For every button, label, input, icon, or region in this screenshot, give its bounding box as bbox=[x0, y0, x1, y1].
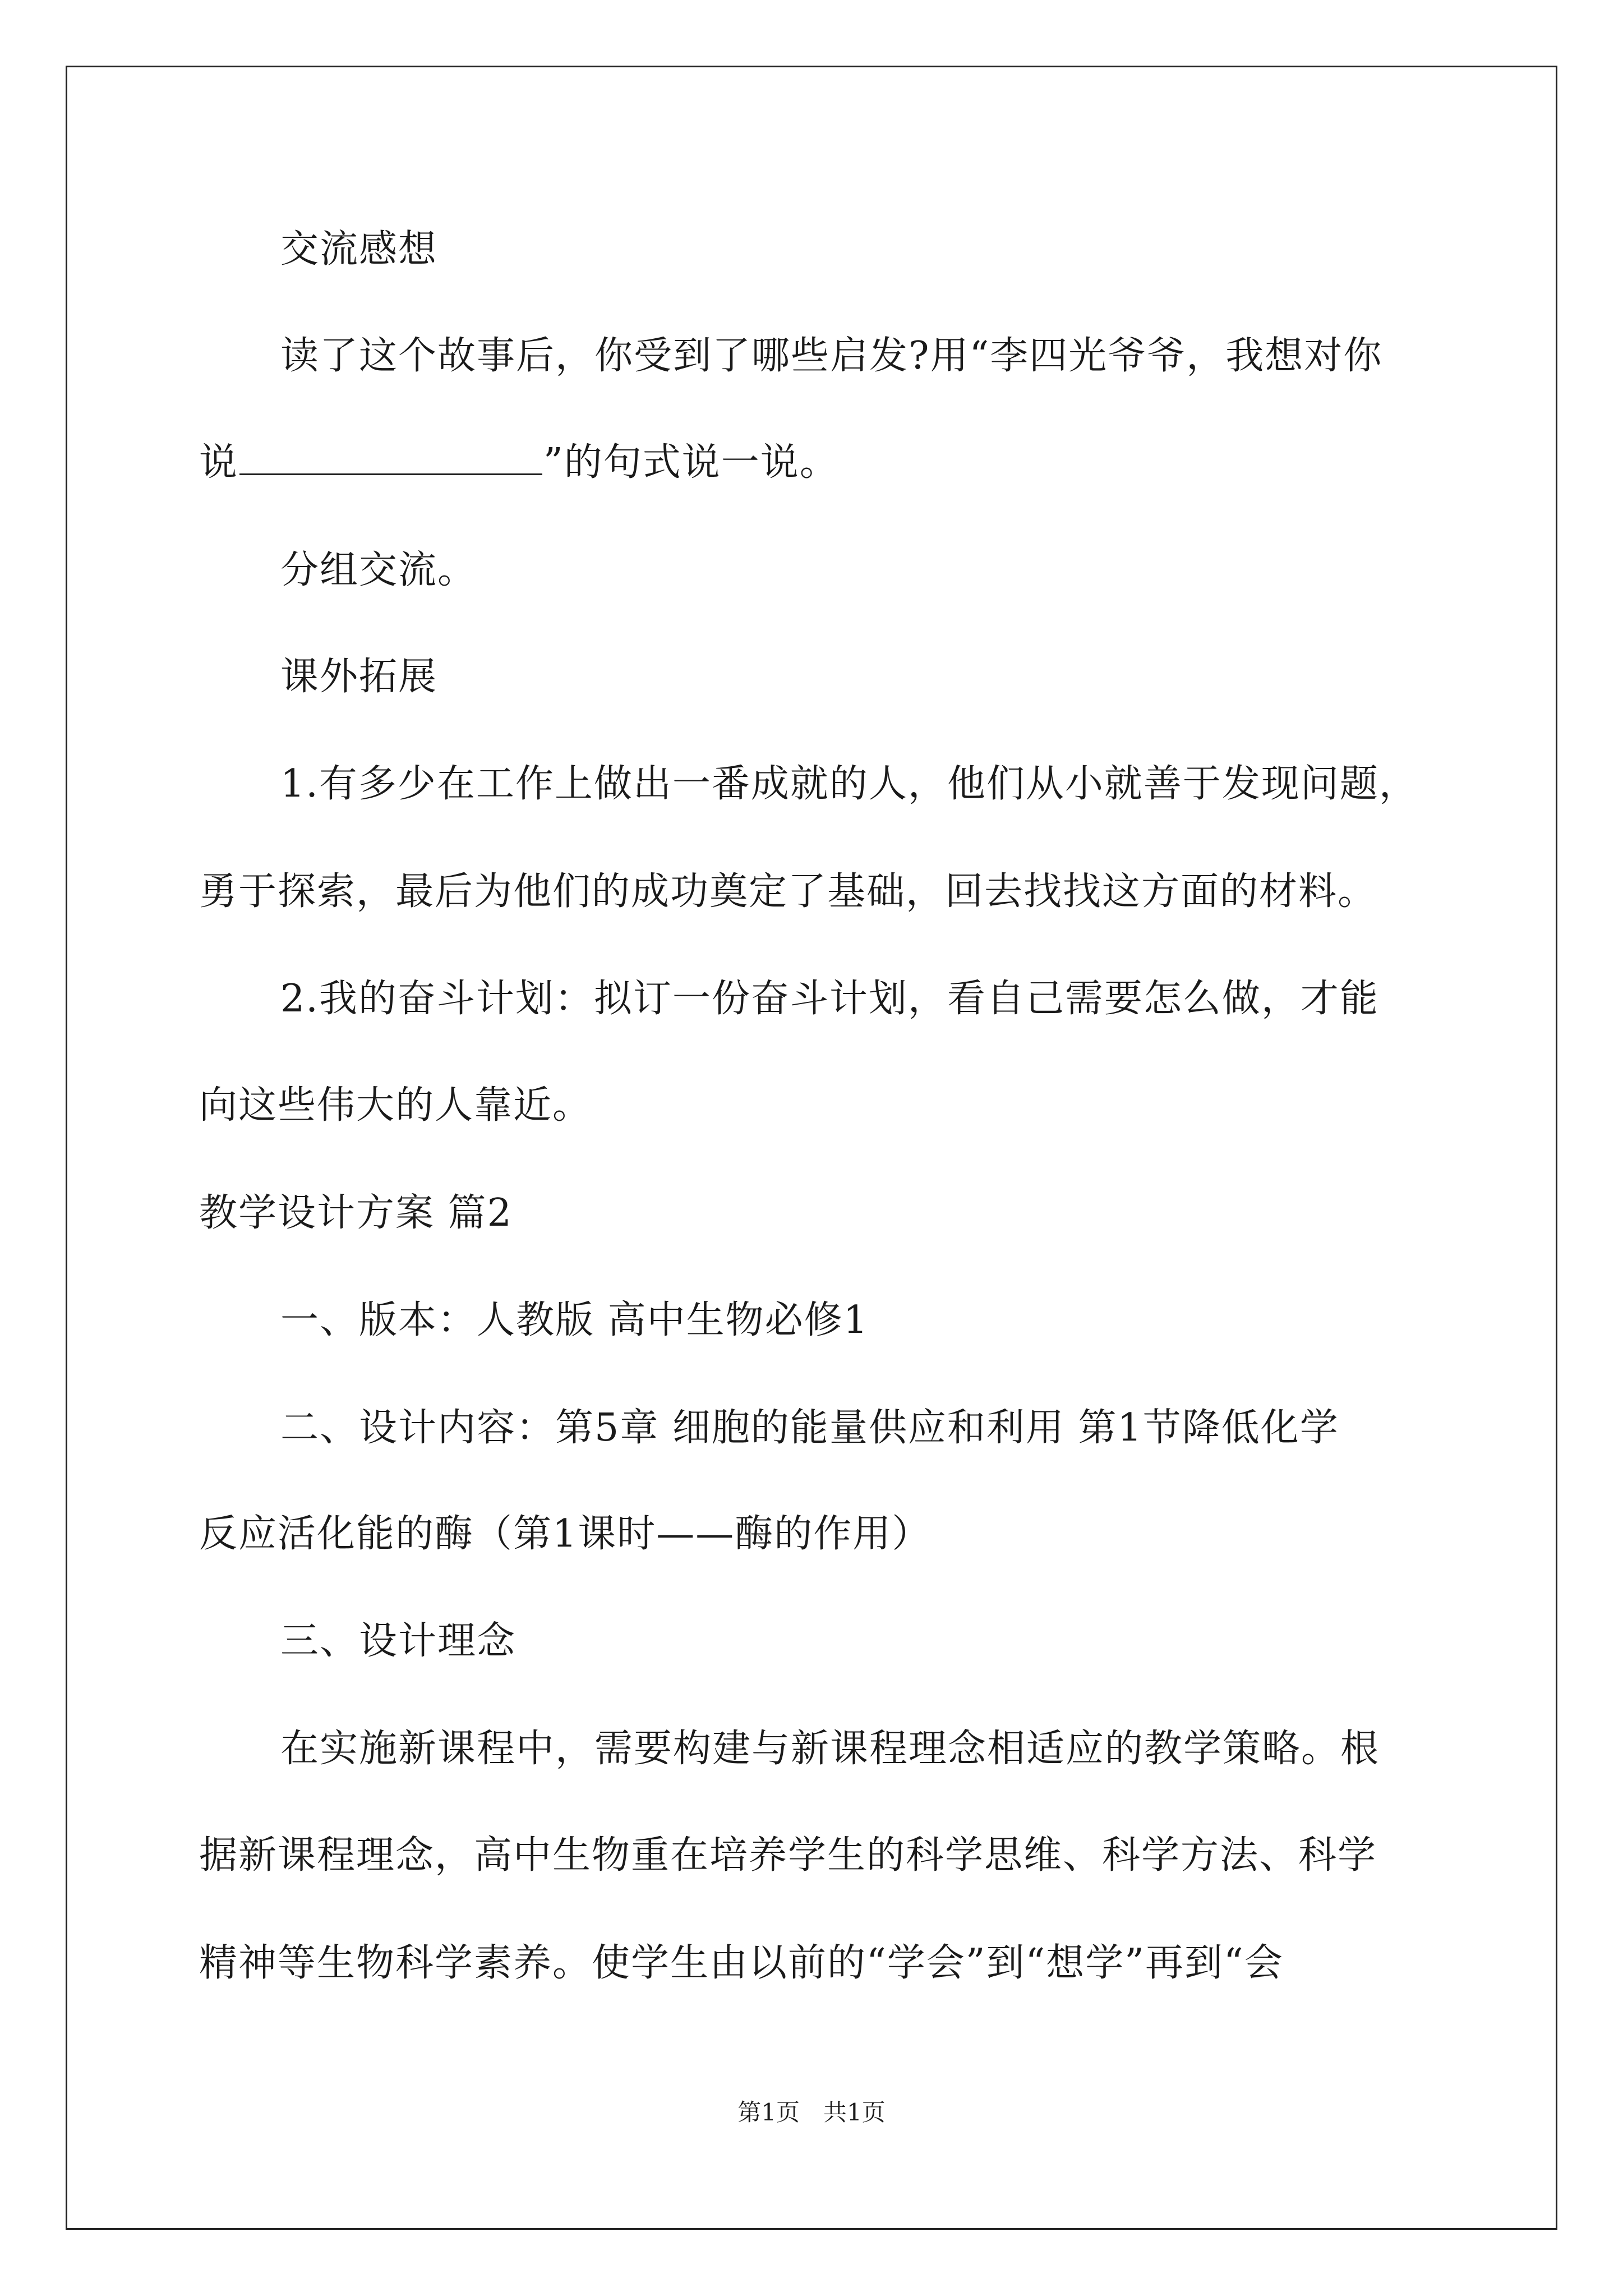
text-line bbox=[199, 438, 839, 488]
text-line: 精神等生物科学素养。使学生由以前的“学会”到“想学”再到“会 bbox=[199, 1941, 1284, 1985]
text-line: 勇于探索，最后为他们的成功奠定了基础，回去找找这方面的材料。 bbox=[199, 869, 1377, 914]
text-line: 2.我的奋斗计划：拟订一份奋斗计划，看自己需要怎么做，才能 bbox=[280, 977, 1379, 1021]
text-line: 读了这个故事后，你受到了哪些启发?用“李四光爷爷，我想对你 bbox=[280, 334, 1383, 378]
text-segment: ”的句式说一说。 bbox=[543, 440, 839, 485]
text-line: 向这些伟大的人靠近。 bbox=[199, 1083, 592, 1128]
page-border bbox=[66, 66, 1557, 2230]
section-heading: 课外拓展 bbox=[280, 655, 438, 699]
page-footer: 第1页 共1页 bbox=[737, 2099, 886, 2126]
fill-in-blank bbox=[239, 440, 542, 475]
text-line: 一、版本：人教版 高中生物必修1 bbox=[280, 1298, 869, 1342]
text-line: 分组交流。 bbox=[280, 548, 477, 592]
text-line: 交流感想 bbox=[280, 227, 438, 272]
text-line: 1.有多少在工作上做出一番成就的人，他们从小就善于发现问题， bbox=[280, 762, 1418, 806]
text-line: 二、设计内容：第5章 细胞的能量供应和利用 第1节降低化学 bbox=[280, 1406, 1339, 1450]
text-segment: 说 bbox=[199, 440, 239, 485]
text-line: 反应活化能的酶（第1课时——酶的作用） bbox=[199, 1512, 932, 1556]
text-line: 据新课程理念，高中生物重在培养学生的科学思维、科学方法、科学 bbox=[199, 1833, 1377, 1878]
text-line: 在实施新课程中，需要构建与新课程理念相适应的教学策略。根 bbox=[280, 1727, 1380, 1771]
section-title: 教学设计方案 篇2 bbox=[199, 1191, 513, 1235]
text-line: 三、设计理念 bbox=[280, 1619, 517, 1663]
